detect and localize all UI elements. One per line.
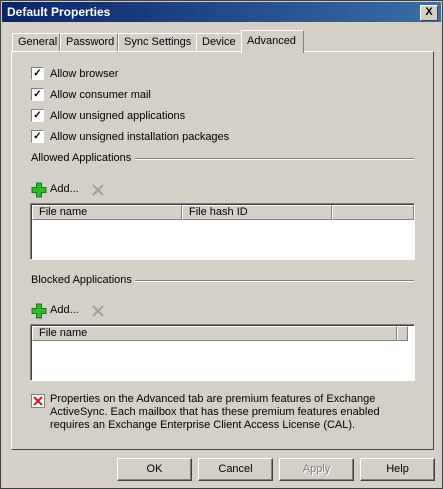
window-title: Default Properties	[7, 5, 111, 19]
blocked-col-empty	[397, 326, 408, 341]
blocked-applications-list[interactable]	[30, 324, 415, 381]
tab-general[interactable]: General	[12, 33, 60, 53]
tab-device[interactable]: Device	[196, 33, 245, 53]
allow-consumer-mail-checkbox[interactable]: ✓	[31, 88, 44, 101]
allowed-col-file-name[interactable]: File name	[32, 205, 182, 220]
allow-unsigned-applications-label: Allow unsigned applications	[50, 110, 186, 122]
allowed-add-label: Add...	[50, 183, 79, 195]
blocked-list-header	[32, 326, 414, 341]
blocked-applications-heading: Blocked Applications	[31, 274, 132, 286]
allow-unsigned-packages-checkbox[interactable]: ✓	[31, 130, 44, 143]
allow-browser-label: Allow browser	[50, 68, 119, 80]
allowed-col-empty	[332, 205, 414, 220]
allow-consumer-mail-label: Allow consumer mail	[50, 89, 151, 101]
remove-x-icon[interactable]	[91, 183, 105, 197]
allowed-list-header	[32, 205, 414, 220]
tab-sync-settings[interactable]: Sync Settings	[118, 33, 198, 53]
blocked-applications-divider	[135, 280, 414, 282]
ok-button[interactable]: OK	[117, 458, 192, 481]
allow-unsigned-packages-label: Allow unsigned installation packages	[50, 131, 230, 143]
tab-advanced[interactable]: Advanced	[241, 30, 304, 53]
blocked-col-file-name[interactable]: File name	[32, 326, 397, 341]
allow-browser-checkbox[interactable]: ✓	[31, 67, 44, 80]
premium-feature-icon	[31, 394, 45, 408]
allowed-applications-heading: Allowed Applications	[31, 152, 132, 164]
help-button[interactable]: Help	[360, 458, 435, 481]
remove-x-icon[interactable]	[91, 304, 105, 318]
title-bar[interactable]	[2, 2, 441, 22]
cancel-button[interactable]: Cancel	[198, 458, 273, 481]
green-plus-icon	[31, 182, 47, 198]
allowed-applications-divider	[135, 158, 414, 160]
allowed-col-file-hash-id[interactable]: File hash ID	[182, 205, 332, 220]
close-button[interactable]	[420, 5, 438, 21]
allow-unsigned-applications-checkbox[interactable]: ✓	[31, 109, 44, 122]
allowed-applications-list[interactable]	[30, 203, 415, 260]
close-icon: X	[425, 6, 433, 18]
green-plus-icon	[31, 303, 47, 319]
blocked-add-label: Add...	[50, 304, 79, 316]
tab-password[interactable]: Password	[60, 33, 118, 53]
apply-button[interactable]: Apply	[279, 458, 354, 481]
premium-features-note: Properties on the Advanced tab are premium features of Exchange ActiveSync. Each mailbox that has these premium features enabled requires an Exchange Enterprise Client Access License (CAL).	[50, 393, 380, 431]
